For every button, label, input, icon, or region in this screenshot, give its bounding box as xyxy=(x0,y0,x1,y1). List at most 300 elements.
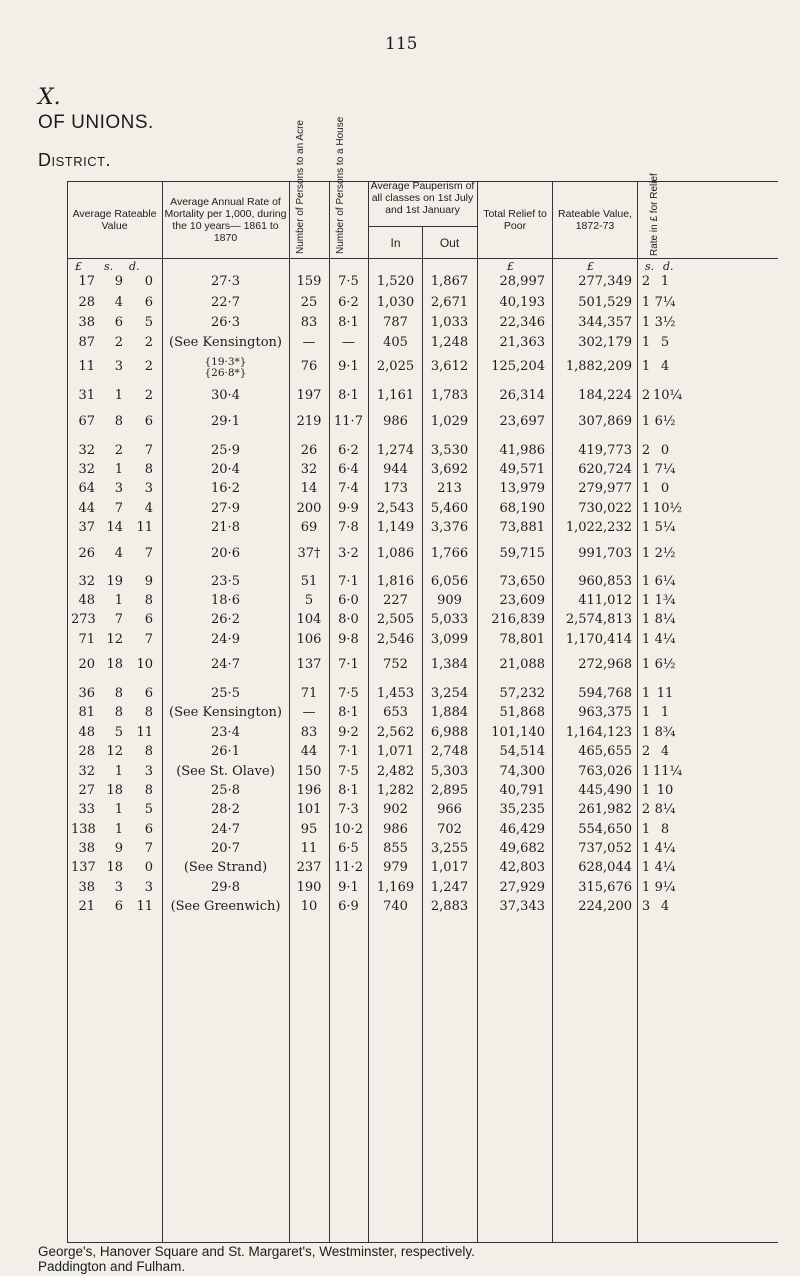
cell-l: 38 xyxy=(78,880,95,895)
cell-m: 16·2 xyxy=(211,481,240,496)
cell-r: 57,232 xyxy=(499,686,545,701)
cell-m: 18·6 xyxy=(211,593,240,608)
cell-s: 1 xyxy=(114,593,123,608)
cell-i: 1,149 xyxy=(376,520,415,535)
cell-r: 40,193 xyxy=(499,295,545,310)
cell-s: 3 xyxy=(114,880,123,895)
cell-m: 24·7 xyxy=(211,657,240,672)
cell-d: 7 xyxy=(144,443,153,458)
header-persons-acre: Number of Persons to an Acre xyxy=(295,120,306,254)
cell-l: 28 xyxy=(78,744,95,759)
cell-r: 41,986 xyxy=(499,443,545,458)
cell-h: 8·1 xyxy=(338,783,359,798)
cell-m: 25·5 xyxy=(211,686,240,701)
header-rateable-value-1872: Rateable Value, 1872-73 xyxy=(558,208,632,232)
cell-rd: 1 xyxy=(660,274,670,289)
table-row xyxy=(67,705,778,725)
cell-rd: 9¼ xyxy=(654,880,676,895)
cell-a: 76 xyxy=(300,359,318,374)
cell-h: 3·2 xyxy=(338,546,359,561)
cell-r: 21,363 xyxy=(499,335,545,350)
cell-r: 28,997 xyxy=(499,274,545,289)
footnote-line: George's, Hanover Square and St. Margaret's, Westminster, respectively. xyxy=(38,1244,475,1259)
cell-i: 1,169 xyxy=(376,880,415,895)
cell-rs: 1 xyxy=(641,335,651,350)
cell-i: 1,453 xyxy=(376,686,415,701)
cell-s: 6 xyxy=(114,315,123,330)
cell-rs: 1 xyxy=(641,520,651,535)
cell-rs: 1 xyxy=(641,462,651,477)
cell-rd: 6½ xyxy=(654,414,676,429)
table-row xyxy=(67,764,778,784)
cell-rs: 1 xyxy=(641,764,651,779)
cell-rd: 6¼ xyxy=(654,574,676,589)
cell-s: 8 xyxy=(114,414,123,429)
cell-s: 1 xyxy=(114,462,123,477)
cell-a: 137 xyxy=(296,657,322,672)
cell-i: 2,543 xyxy=(376,501,415,516)
cell-m: 27·3 xyxy=(211,274,240,289)
cell-v: 445,490 xyxy=(578,783,632,798)
cell-v: 2,574,813 xyxy=(565,612,632,627)
cell-v: 465,655 xyxy=(578,744,632,759)
cell-l: 26 xyxy=(78,546,95,561)
cell-i: 979 xyxy=(383,860,408,875)
cell-i: 752 xyxy=(383,657,408,672)
footnote-line: Paddington and Fulham. xyxy=(38,1259,186,1274)
cell-h: 11·2 xyxy=(334,860,363,875)
cell-l: 32 xyxy=(78,574,95,589)
cell-r: 22,346 xyxy=(499,315,545,330)
cell-a: 25 xyxy=(300,295,318,310)
cell-m: 25·9 xyxy=(211,443,240,458)
cell-o: 3,530 xyxy=(430,443,469,458)
cell-l: 67 xyxy=(78,414,95,429)
cell-rd: 7¼ xyxy=(654,295,676,310)
cell-rs: 1 xyxy=(641,315,651,330)
cell-r: 13,979 xyxy=(499,481,545,496)
cell-rd: 4¼ xyxy=(654,841,676,856)
header-persons-house: Number of Persons to a House xyxy=(335,116,346,254)
cell-d: 11 xyxy=(136,725,153,740)
cell-h: 7·1 xyxy=(338,574,359,589)
cell-a: 200 xyxy=(296,501,322,516)
cell-s: 2 xyxy=(114,443,123,458)
table-row xyxy=(67,657,778,677)
cell-rd: 0 xyxy=(660,481,670,496)
cell-rd: 8¾ xyxy=(654,725,676,740)
cell-rd: 4¼ xyxy=(654,632,676,647)
cell-rs: 1 xyxy=(641,359,651,374)
cell-v: 737,052 xyxy=(578,841,632,856)
cell-rd: 8¼ xyxy=(654,802,676,817)
table-row xyxy=(67,335,778,355)
cell-h: 7·4 xyxy=(338,481,359,496)
cell-m: 26·3 xyxy=(211,315,240,330)
cell-l: 64 xyxy=(78,481,95,496)
cell-a: 95 xyxy=(300,822,318,837)
header-rate: Rate in £ for Relief xyxy=(649,173,660,256)
cell-s: 1 xyxy=(114,764,123,779)
cell-a: 51 xyxy=(300,574,318,589)
cell-h: 7·5 xyxy=(338,274,359,289)
cell-l: 17 xyxy=(78,274,95,289)
cell-v: 730,022 xyxy=(578,501,632,516)
table-row xyxy=(67,315,778,335)
cell-l: 31 xyxy=(78,388,95,403)
cell-l: 138 xyxy=(71,822,96,837)
cell-m: 23·4 xyxy=(211,725,240,740)
cell-l: 48 xyxy=(78,725,95,740)
cell-i: 1,282 xyxy=(376,783,415,798)
table-row xyxy=(67,860,778,880)
table-row xyxy=(67,880,778,900)
cell-v: 620,724 xyxy=(578,462,632,477)
cell-m: 20·7 xyxy=(211,841,240,856)
cell-l: 27 xyxy=(78,783,95,798)
cell-rs: 1 xyxy=(641,705,651,720)
cell-i: 405 xyxy=(383,335,408,350)
table-row xyxy=(67,481,778,501)
cell-h: 6·5 xyxy=(338,841,359,856)
cell-o: 1,029 xyxy=(430,414,469,429)
cell-d: 8 xyxy=(144,783,153,798)
cell-h: 7·1 xyxy=(338,744,359,759)
cell-i: 2,505 xyxy=(376,612,415,627)
cell-o: 5,303 xyxy=(430,764,469,779)
table-row xyxy=(67,443,778,463)
table-row xyxy=(67,574,778,594)
cell-i: 2,562 xyxy=(376,725,415,740)
cell-s: 3 xyxy=(114,481,123,496)
page-title: OF UNIONS. xyxy=(38,112,154,133)
cell-d: 2 xyxy=(144,359,153,374)
unit-value-pound: £ xyxy=(587,260,594,273)
cell-o: 2,883 xyxy=(430,899,469,914)
cell-a: 150 xyxy=(296,764,322,779)
cell-o: 6,988 xyxy=(430,725,469,740)
table-row xyxy=(67,632,778,652)
cell-r: 26,314 xyxy=(499,388,545,403)
cell-m: 25·8 xyxy=(211,783,240,798)
cell-d: 5 xyxy=(144,802,153,817)
cell-d: 11 xyxy=(136,899,153,914)
cell-o: 3,692 xyxy=(430,462,469,477)
cell-rs: 1 xyxy=(641,501,651,516)
cell-d: 9 xyxy=(144,574,153,589)
cell-m: 21·8 xyxy=(211,520,240,535)
cell-a: 196 xyxy=(296,783,322,798)
table-row xyxy=(67,744,778,764)
cell-v: 1,170,414 xyxy=(565,632,632,647)
cell-rs: 1 xyxy=(641,295,651,310)
cell-h: 6·9 xyxy=(338,899,359,914)
cell-i: 653 xyxy=(383,705,408,720)
cell-o: 2,748 xyxy=(430,744,469,759)
cell-h: 9·8 xyxy=(338,632,359,647)
cell-a: — xyxy=(302,705,316,720)
cell-s: 8 xyxy=(114,705,123,720)
cell-i: 2,025 xyxy=(376,359,415,374)
cell-v: 272,968 xyxy=(578,657,632,672)
cell-o: 1,867 xyxy=(430,274,469,289)
unit-shilling: s. xyxy=(104,260,114,273)
cell-h: — xyxy=(342,335,355,350)
cell-o: 1,766 xyxy=(430,546,469,561)
cell-v: 419,773 xyxy=(578,443,632,458)
cell-r: 101,140 xyxy=(491,725,545,740)
cell-r: 40,791 xyxy=(499,783,545,798)
cell-r: 23,697 xyxy=(499,414,545,429)
cell-rs: 1 xyxy=(641,841,651,856)
cell-r: 42,803 xyxy=(499,860,545,875)
cell-r: 23,609 xyxy=(499,593,545,608)
cell-s: 19 xyxy=(106,574,123,589)
cell-rs: 1 xyxy=(641,657,651,672)
cell-d: 3 xyxy=(144,481,153,496)
cell-i: 1,086 xyxy=(376,546,415,561)
unit-pound: £ xyxy=(75,260,82,273)
unit-pence: d. xyxy=(129,260,140,273)
cell-l: 87 xyxy=(78,335,95,350)
cell-a: 44 xyxy=(300,744,318,759)
cell-rd: 10½ xyxy=(653,501,683,516)
cell-v: 411,012 xyxy=(578,593,632,608)
cell-s: 2 xyxy=(114,335,123,350)
cell-d: 6 xyxy=(144,686,153,701)
cell-rs: 1 xyxy=(641,612,651,627)
cell-l: 33 xyxy=(78,802,95,817)
cell-i: 1,030 xyxy=(376,295,415,310)
cell-r: 49,682 xyxy=(499,841,545,856)
cell-rs: 2 xyxy=(641,744,651,759)
table-row xyxy=(67,462,778,482)
cell-v: 184,224 xyxy=(578,388,632,403)
cell-i: 1,161 xyxy=(376,388,415,403)
cell-s: 5 xyxy=(114,725,123,740)
cell-v: 1,164,123 xyxy=(565,725,632,740)
cell-d: 3 xyxy=(144,880,153,895)
cell-rd: 4 xyxy=(660,359,670,374)
cell-i: 1,274 xyxy=(376,443,415,458)
page-subtitle: District. xyxy=(38,150,112,170)
table-row xyxy=(67,414,778,434)
cell-s: 4 xyxy=(114,546,123,561)
cell-r: 51,868 xyxy=(499,705,545,720)
cell-s: 18 xyxy=(106,657,123,672)
cell-o: 3,255 xyxy=(430,841,469,856)
cell-m: (See St. Olave) xyxy=(176,764,275,779)
table-row xyxy=(67,612,778,632)
cell-r: 216,839 xyxy=(491,612,545,627)
cell-r: 46,429 xyxy=(499,822,545,837)
footnotes xyxy=(38,1244,475,1274)
cell-i: 1,071 xyxy=(376,744,415,759)
cell-s: 18 xyxy=(106,783,123,798)
cell-d: 6 xyxy=(144,822,153,837)
cell-i: 855 xyxy=(383,841,408,856)
cell-d: 8 xyxy=(144,593,153,608)
cell-rd: 7¼ xyxy=(654,462,676,477)
cell-d: 11 xyxy=(136,520,153,535)
section-mark: X. xyxy=(38,85,61,110)
cell-o: 702 xyxy=(437,822,462,837)
cell-a: 71 xyxy=(300,686,318,701)
cell-r: 21,088 xyxy=(499,657,545,672)
cell-s: 9 xyxy=(114,274,123,289)
cell-s: 14 xyxy=(106,520,123,535)
cell-h: 9·1 xyxy=(338,880,359,895)
header-rule xyxy=(67,258,778,259)
cell-o: 1,884 xyxy=(430,705,469,720)
cell-rd: 2½ xyxy=(654,546,676,561)
cell-d: 0 xyxy=(144,860,153,875)
page-number: 115 xyxy=(385,34,418,54)
cell-v: 277,349 xyxy=(578,274,632,289)
cell-m: 20·6 xyxy=(211,546,240,561)
cell-v: 1,882,209 xyxy=(565,359,632,374)
cell-d: 8 xyxy=(144,744,153,759)
cell-a: 197 xyxy=(296,388,322,403)
cell-l: 137 xyxy=(71,860,96,875)
cell-a: 190 xyxy=(296,880,322,895)
cell-l: 44 xyxy=(78,501,95,516)
cell-rs: 3 xyxy=(641,899,651,914)
table-row xyxy=(67,593,778,613)
cell-rs: 2 xyxy=(641,443,651,458)
cell-rs: 1 xyxy=(641,860,651,875)
cell-i: 986 xyxy=(383,414,408,429)
cell-v: 960,853 xyxy=(578,574,632,589)
table-row xyxy=(67,725,778,745)
cell-a: 219 xyxy=(296,414,322,429)
cell-o: 1,783 xyxy=(430,388,469,403)
cell-h: 10·2 xyxy=(334,822,363,837)
table-row xyxy=(67,899,778,919)
cell-d: 7 xyxy=(144,632,153,647)
cell-d: 2 xyxy=(144,335,153,350)
cell-rd: 10 xyxy=(656,783,674,798)
cell-rs: 1 xyxy=(641,880,651,895)
cell-d: 7 xyxy=(144,841,153,856)
cell-i: 1,520 xyxy=(376,274,415,289)
cell-rd: 1¾ xyxy=(654,593,676,608)
table-row xyxy=(67,802,778,822)
cell-rs: 2 xyxy=(641,802,651,817)
cell-s: 1 xyxy=(114,388,123,403)
cell-h: 6·0 xyxy=(338,593,359,608)
cell-o: 5,460 xyxy=(430,501,469,516)
cell-a: 106 xyxy=(296,632,322,647)
cell-h: 9·9 xyxy=(338,501,359,516)
cell-i: 2,482 xyxy=(376,764,415,779)
cell-d: 10 xyxy=(136,657,153,672)
cell-rd: 10¼ xyxy=(653,388,683,403)
cell-m: 26·1 xyxy=(211,744,240,759)
cell-rd: 4 xyxy=(660,899,670,914)
cell-i: 173 xyxy=(383,481,408,496)
cell-o: 2,895 xyxy=(430,783,469,798)
cell-o: 1,248 xyxy=(430,335,469,350)
cell-a: 5 xyxy=(304,593,314,608)
cell-a: 104 xyxy=(296,612,322,627)
cell-rs: 1 xyxy=(641,632,651,647)
cell-a: 37† xyxy=(297,546,321,561)
cell-l: 273 xyxy=(71,612,96,627)
cell-rs: 1 xyxy=(641,546,651,561)
table-row xyxy=(67,388,778,408)
cell-r: 68,190 xyxy=(499,501,545,516)
cell-rs: 1 xyxy=(641,725,651,740)
cell-a: 159 xyxy=(296,274,322,289)
cell-h: 8·1 xyxy=(338,315,359,330)
cell-m: 24·9 xyxy=(211,632,240,647)
cell-m: 23·5 xyxy=(211,574,240,589)
cell-o: 3,612 xyxy=(430,359,469,374)
cell-r: 78,801 xyxy=(499,632,545,647)
cell-rd: 1 xyxy=(660,705,670,720)
cell-l: 36 xyxy=(78,686,95,701)
cell-rs: 2 xyxy=(641,388,651,403)
table-row xyxy=(67,686,778,706)
cell-h: 7·1 xyxy=(338,657,359,672)
cell-rd: 6½ xyxy=(654,657,676,672)
cell-v: 594,768 xyxy=(578,686,632,701)
cell-s: 1 xyxy=(114,802,123,817)
cell-i: 1,816 xyxy=(376,574,415,589)
cell-s: 7 xyxy=(114,612,123,627)
cell-a: 83 xyxy=(300,725,318,740)
cell-d: 3 xyxy=(144,764,153,779)
cell-rd: 8 xyxy=(660,822,670,837)
cell-l: 71 xyxy=(78,632,95,647)
cell-o: 3,099 xyxy=(430,632,469,647)
cell-i: 2,546 xyxy=(376,632,415,647)
cell-s: 12 xyxy=(106,632,123,647)
cell-m: 22·7 xyxy=(211,295,240,310)
cell-o: 1,033 xyxy=(430,315,469,330)
cell-d: 8 xyxy=(144,462,153,477)
table-row xyxy=(67,520,778,540)
cell-o: 966 xyxy=(437,802,462,817)
cell-a: 11 xyxy=(300,841,318,856)
cell-l: 81 xyxy=(78,705,95,720)
cell-rs: 1 xyxy=(641,593,651,608)
cell-a: 26 xyxy=(300,443,318,458)
cell-v: 1,022,232 xyxy=(565,520,632,535)
cell-h: 6·2 xyxy=(338,443,359,458)
cell-m: (See Kensington) xyxy=(169,705,282,720)
cell-m: (See Strand) xyxy=(183,860,268,875)
cell-l: 32 xyxy=(78,443,95,458)
unit-relief-pound: £ xyxy=(507,260,514,273)
cell-d: 6 xyxy=(144,295,153,310)
table-row xyxy=(67,501,778,521)
cell-v: 302,179 xyxy=(578,335,632,350)
cell-s: 6 xyxy=(114,899,123,914)
cell-s: 18 xyxy=(106,860,123,875)
cell-rs: 2 xyxy=(641,274,651,289)
cell-r: 125,204 xyxy=(491,359,545,374)
header-relief: Total Relief to Poor xyxy=(483,208,547,232)
cell-h: 9·1 xyxy=(338,359,359,374)
cell-h: 11·7 xyxy=(334,414,363,429)
cell-a: 237 xyxy=(296,860,322,875)
cell-v: 963,375 xyxy=(578,705,632,720)
cell-v: 763,026 xyxy=(578,764,632,779)
cell-rs: 1 xyxy=(641,686,651,701)
cell-rs: 1 xyxy=(641,822,651,837)
